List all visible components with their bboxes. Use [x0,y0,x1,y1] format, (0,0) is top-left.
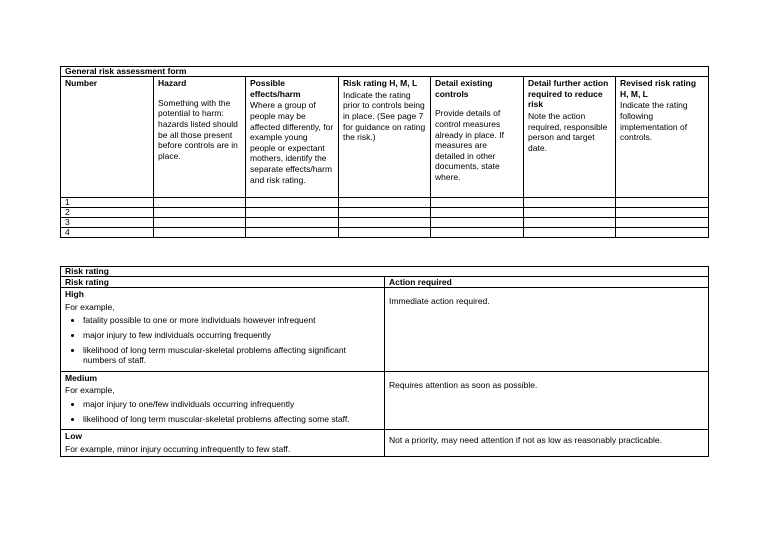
column-risk-rating [339,77,431,198]
action-column-header: Action required [385,277,709,288]
effects-cell[interactable] [246,228,339,238]
effects-cell[interactable] [246,218,339,228]
example-intro: For example, [65,385,115,396]
example-list [65,315,380,366]
column-heading: Hazard [158,78,187,88]
hazard-cell[interactable] [154,218,246,228]
example-intro: For example, [65,301,115,312]
column-existing-controls [431,77,524,198]
table-row [61,218,709,228]
rating-row-high [61,288,709,372]
hazard-cell[interactable] [154,208,246,218]
further-action-cell[interactable] [524,218,616,228]
revised-rating-cell[interactable] [616,198,709,208]
low-rating-cell [61,430,385,456]
controls-cell[interactable] [431,228,524,238]
form-title: General risk assessment form [61,67,709,77]
column-description: Provide details of control measures already in place. If measures are detailed in other documents, state where. [435,108,504,182]
column-heading: Number [65,78,98,88]
column-heading: Detail further action required to reduce risk [528,78,609,110]
list-item: • likelihood of long term muscular-skeletal problems affecting significant numbers of staff. [83,345,380,366]
column-revised-risk-rating [616,77,709,198]
rating-row-low [61,430,709,456]
example-list [65,399,380,424]
revised-rating-cell[interactable] [616,208,709,218]
risk-rating-cell[interactable] [339,198,431,208]
hazard-cell[interactable] [154,228,246,238]
high-rating-cell [61,288,385,372]
column-description: Something with the potential to harm: hazards listed should be all those present before controls are in place. [158,97,238,161]
effects-cell[interactable] [246,198,339,208]
column-heading: Risk rating H, M, L [343,78,418,88]
column-hazard [154,77,246,198]
risk-rating-cell[interactable] [339,228,431,238]
controls-cell[interactable] [431,218,524,228]
column-possible-effects [246,77,339,198]
hazard-cell[interactable] [154,198,246,208]
row-number: 2 [61,208,154,218]
row-number: 1 [61,198,154,208]
controls-cell[interactable] [431,208,524,218]
further-action-cell[interactable] [524,198,616,208]
column-heading: Revised risk rating H, M, L [620,78,697,99]
medium-rating-cell [61,371,385,430]
column-heading: Detail existing controls [435,78,493,99]
controls-cell[interactable] [431,198,524,208]
rating-level: High [65,289,84,299]
list-item: • major injury to few individuals occurring frequently [83,330,380,341]
list-item: • fatality possible to one or more individuals however infrequent [83,315,380,326]
action-text: Immediate action required. [389,296,490,306]
table-row [61,208,709,218]
list-item: • likelihood of long term muscular-skeletal problems affecting some staff. [83,414,380,425]
effects-cell[interactable] [246,208,339,218]
column-description: Indicate the rating prior to controls being in place. (See page 7 for guidance on rating the risk.) [343,89,426,143]
rating-row-medium [61,371,709,430]
column-number [61,77,154,198]
row-number: 4 [61,228,154,238]
list-item: • major injury to one/few individuals occurring infrequently [83,399,380,410]
rating-table-title: Risk rating [61,267,709,277]
further-action-cell[interactable] [524,208,616,218]
example-intro: For example, minor injury occurring infrequently to few staff. [65,443,291,454]
revised-rating-cell[interactable] [616,218,709,228]
low-action-cell [385,430,709,456]
high-action-cell [385,288,709,372]
action-text: Requires attention as soon as possible. [389,379,538,390]
action-text: Not a priority, may need attention if not as low as reasonably practicable. [389,435,662,446]
column-description: Indicate the rating following implementation of controls. [620,100,688,143]
revised-rating-cell[interactable] [616,228,709,238]
risk-rating-cell[interactable] [339,208,431,218]
rating-level: Medium [65,372,98,383]
further-action-cell[interactable] [524,228,616,238]
table-row [61,198,709,208]
rating-column-header: Risk rating [61,277,385,288]
medium-action-cell [385,371,709,430]
column-heading: Possible effects/harm [250,78,301,99]
column-further-action [524,77,616,198]
risk-rating-cell[interactable] [339,218,431,228]
risk-rating-table [60,266,709,457]
table-row [61,228,709,238]
rating-level: Low [65,431,82,442]
column-description: Note the action required, responsible person and target date. [528,110,608,153]
column-description: Where a group of people may be affected differently, for example young people or expectant mothers, identify the separate effects/harm and risk rating. [250,100,334,185]
row-number: 3 [61,218,154,228]
risk-assessment-form-table [60,66,709,238]
